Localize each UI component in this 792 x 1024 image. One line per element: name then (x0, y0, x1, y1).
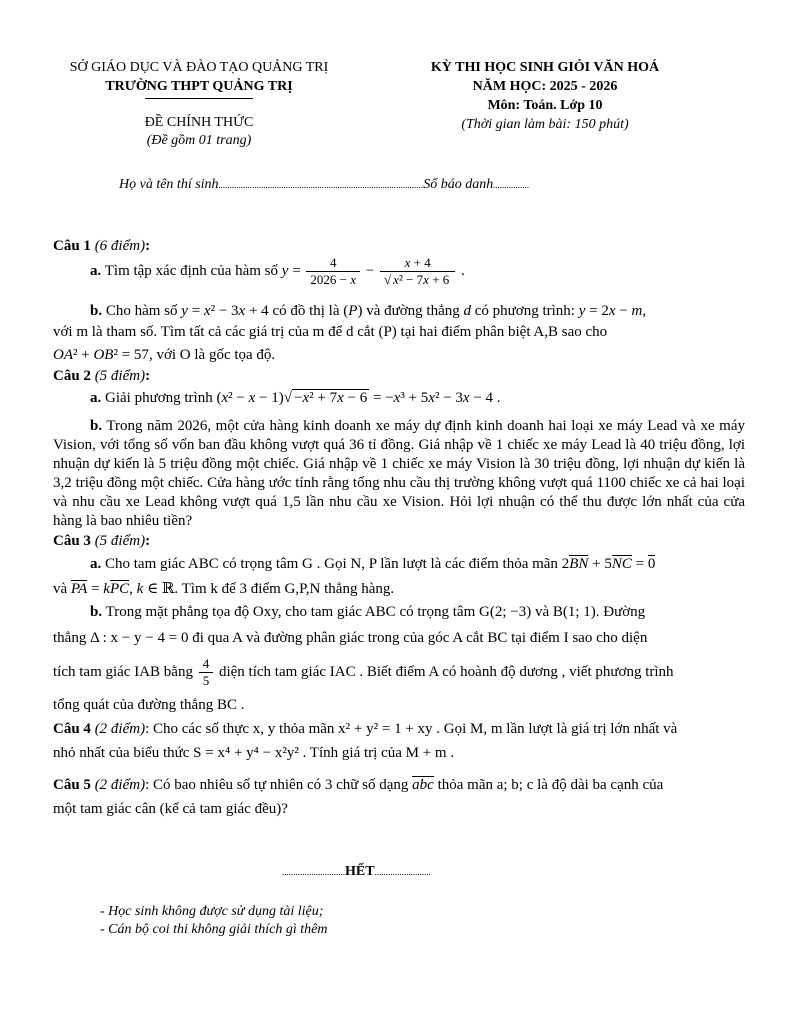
question-1-title: Câu 1 (6 điểm): (53, 238, 151, 254)
page-count: (Đề gồm 01 trang) (146, 133, 252, 148)
q4-line1: Câu 4 (2 điểm): Cho các số thực x, y thỏa mãn x² + y² = 1 + xy . Gọi M, m lần lượt là giá trị lớn nhất và (53, 721, 678, 737)
end-marker: ............................HẾT......................... (282, 864, 431, 879)
school-year: NĂM HỌC: 2025 - 2026 (472, 79, 618, 94)
q2a: a. Giải phương trình (x² − x − 1)√ −x² + 7x − 6 = −x³ + 5x² − 3x − 4 . (90, 390, 501, 406)
q3b-line1: b. Trong mặt phẳng tọa độ Oxy, cho tam giác ABC có trọng tâm G(2; −3) và B(1; 1). Đường (90, 604, 646, 620)
q3a-line2: và PA = kPC, k ∈ ℝ. Tìm k để 3 điểm G,P,N thẳng hàng. (53, 581, 395, 597)
department-name: SỞ GIÁO DỤC VÀ ĐÀO TẠO QUẢNG TRỊ (69, 60, 329, 75)
question-2-title: Câu 2 (5 điểm): (53, 368, 151, 384)
candidate-line (119, 177, 529, 193)
name-dots: ........................................................................................... (218, 180, 424, 190)
exam-title: KỲ THI HỌC SINH GIỎI VĂN HOÁ (430, 60, 660, 75)
q4-line2: nhỏ nhất của biểu thức S = x⁴ + y⁴ − x²y² . Tính giá trị của M + m . (53, 745, 455, 761)
school-name: TRƯỜNG THPT QUẢNG TRỊ (105, 79, 293, 94)
q3a-line1: a. Cho tam giác ABC có trọng tâm G . Gọi N, P lần lượt là các điểm thỏa mãn 2BN + 5NC = 0 (90, 556, 656, 572)
q5-line1: Câu 5 (2 điểm): Có bao nhiêu số tự nhiên có 3 chữ số dạng abc thỏa mãn a; b; c là độ dài ba cạnh của (53, 777, 664, 793)
q1b-line1: b. Cho hàm số y = x² − 3x + 4 có đồ thị là (P) và đường thẳng d có phương trình: y = 2x − m, (90, 303, 647, 319)
subject: Môn: Toán. Lớp 10 (487, 98, 603, 113)
q3b-line4: tổng quát của đường thẳng BC . (53, 697, 245, 713)
name-label: Họ và tên thí sinh (119, 177, 219, 192)
note-1: - Học sinh không được sử dụng tài liệu; (100, 904, 324, 919)
question-3-title: Câu 3 (5 điểm): (53, 533, 151, 549)
note-2: - Cán bộ coi thi không giải thích gì thêm (100, 922, 328, 937)
q5-line2: một tam giác cân (kể cả tam giác đều)? (53, 801, 288, 817)
q1a: a. Tìm tập xác định của hàm số y = $\frac{4}{2026 - x}$ − $\frac{x + 4}{\text{√ x² − 7x + 6}}$ . (90, 255, 465, 287)
q2b: b. Trong năm 2026, một cửa hàng kinh doanh xe máy dự định kinh doanh hai loại xe máy Lead và xe máy Vision, với tổng số vốn ban đầu không vượt quá 36 tỉ đồng. Giá nhập về 1 chiếc xe máy Lead là 40 triệu đồng, lợi nhuận dự kiến là 5 triệu đồng một chiếc. Giá nhập về 1 chiếc xe máy Vision là 30 triệu đồng, lợi nhuận dự kiến là 3,2 triệu đồng một chiếc. Cửa hàng ước tính rằng tổng nhu cầu thị trường không vượt quá 1100 chiếc xe cả hai loại và nhu cầu xe Lead không vượt quá 1,5 lần nhu cầu xe Vision. Hỏi lợi nhuận có thể thu được lớn nhất của cửa hàng là bao nhiêu tiền? (53, 418, 745, 529)
q1b-line2: với m là tham số. Tìm tất cả các giá trị của m để d cắt (P) tại hai điểm phân biệt A,B sao cho (53, 324, 608, 340)
id-dots: ................ (493, 180, 530, 190)
q3b-line3: tích tam giác IAB bằng $\frac{4}{5}$ diện tích tam giác IAC . Biết điểm A có hoành độ dương , viết phương trình (53, 656, 674, 688)
q3b-line2: thẳng Δ : x − y − 4 = 0 đi qua A và đường phân giác trong của góc A cắt BC tại điểm I sao cho diện (53, 630, 648, 646)
official-label: ĐỀ CHÍNH THỨC (144, 115, 254, 130)
q1b-line3: OA² + OB² = 57, với O là gốc tọa độ. (53, 347, 276, 363)
time-limit: (Thời gian làm bài: 150 phút) (461, 117, 629, 132)
id-label: Số báo danh (423, 177, 494, 192)
header-underline-left (145, 98, 253, 99)
